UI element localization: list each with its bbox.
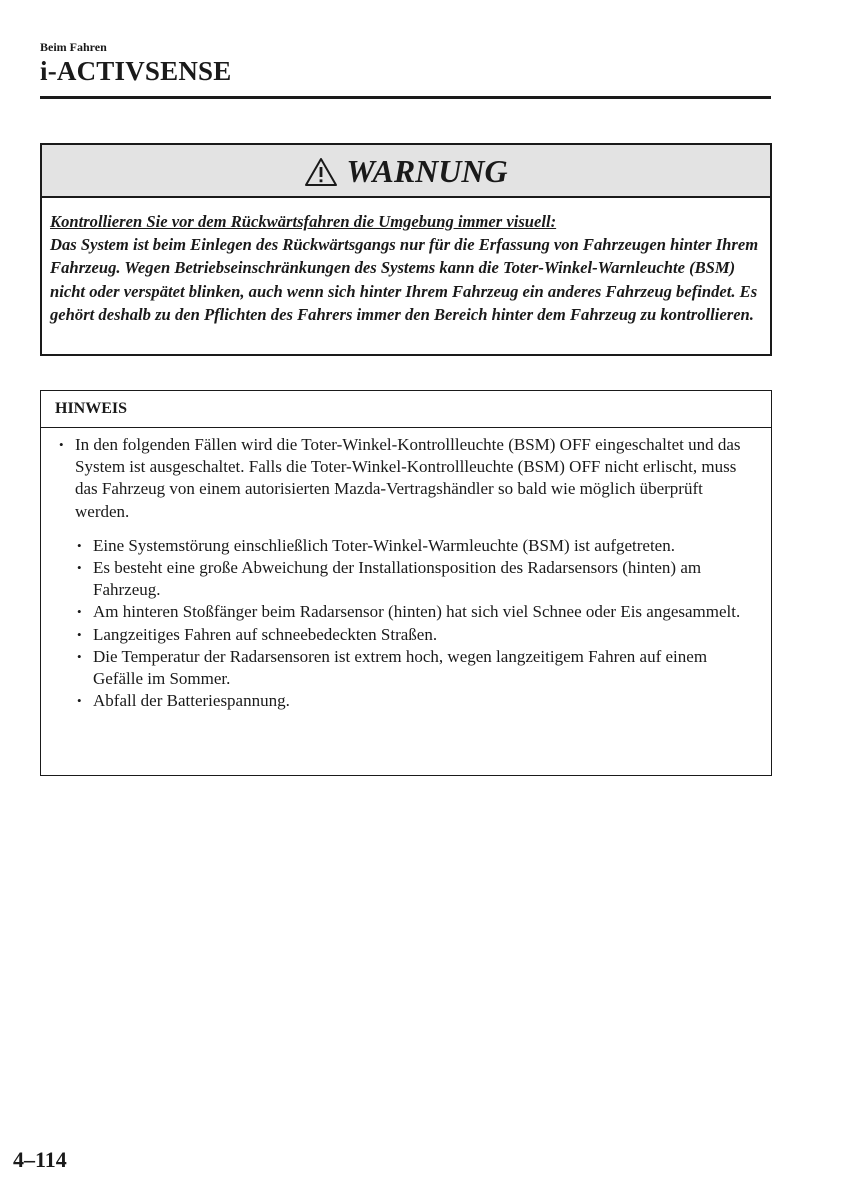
section-label: Beim Fahren: [40, 40, 107, 54]
bullet-icon: •: [77, 693, 82, 709]
bullet-icon: •: [77, 626, 82, 642]
note-sub-list: [59, 535, 761, 713]
list-item-text: Eine Systemstörung einschließlich Toter-Winkel-Warmleuchte (BSM) ist aufgetreten.: [93, 535, 675, 555]
list-item: [77, 535, 761, 557]
warning-header: [42, 145, 770, 198]
warning-box: [40, 143, 772, 356]
note-header: [41, 391, 771, 428]
note-title: HINWEIS: [55, 400, 128, 417]
bullet-icon: •: [77, 604, 82, 620]
list-item: [77, 690, 761, 712]
list-item: [77, 646, 761, 690]
list-item: [77, 601, 761, 623]
list-item-text: Abfall der Batteriespannung.: [93, 691, 290, 711]
page-title: i-ACTIVSENSE: [40, 56, 232, 86]
list-item-text: Langzeitiges Fahren auf schneebedeckten Straßen.: [93, 624, 438, 644]
title-rule: [40, 96, 771, 99]
note-body: [41, 428, 771, 712]
bullet-icon: •: [77, 648, 82, 664]
warning-triangle-icon: [304, 157, 338, 187]
list-item: [77, 557, 761, 601]
list-item-text: Am hinteren Stoßfänger beim Radarsensor (hinten) hat sich viel Schnee oder Eis angesammelt.: [93, 602, 741, 622]
warning-title: WARNUNG: [346, 152, 508, 189]
note-main-text: In den folgenden Fällen wird die Toter-Winkel-Kontrollleuchte (BSM) OFF eingeschaltet und das System ist ausgeschaltet. Falls die Toter-Winkel-Kontrollleuchte (BSM) OFF nicht erlischt, muss das Fahrzeug von einem autorisierten Mazda-Vertragshändler so bald wie möglich überprüft werden.: [75, 435, 741, 521]
bullet-icon: •: [77, 560, 82, 576]
bullet-icon: •: [59, 437, 64, 452]
list-item: [77, 624, 761, 646]
note-main-item: [59, 434, 761, 523]
page-number: 4–114: [13, 1147, 67, 1172]
warning-text: Das System ist beim Einlegen des Rückwärtsgangs nur für die Erfassung von Fahrzeugen hinter Ihrem Fahrzeug. Wegen Betriebseinschränkungen des Systems kann die Toter-Winkel-Warnleuchte (BSM) nicht oder verspätet blinken, auch wenn sich hinter Ihrem Fahrzeug ein anderes Fahrzeug befindet. Es gehört deshalb zu den Pflichten des Fahrers immer den Bereich hinter dem Fahrzeug zu kontrollieren.: [50, 235, 759, 324]
bullet-icon: •: [77, 537, 82, 553]
note-box: [40, 390, 772, 776]
warning-heading: Kontrollieren Sie vor dem Rückwärtsfahren die Umgebung immer visuell:: [50, 212, 557, 231]
list-item-text: Die Temperatur der Radarsensoren ist extrem hoch, wegen langzeitigem Fahren auf einem Gefälle im Sommer.: [93, 646, 708, 689]
warning-body: [42, 198, 770, 326]
list-item-text: Es besteht eine große Abweichung der Installationsposition des Radarsensors (hinten) am Fahrzeug.: [93, 558, 702, 600]
